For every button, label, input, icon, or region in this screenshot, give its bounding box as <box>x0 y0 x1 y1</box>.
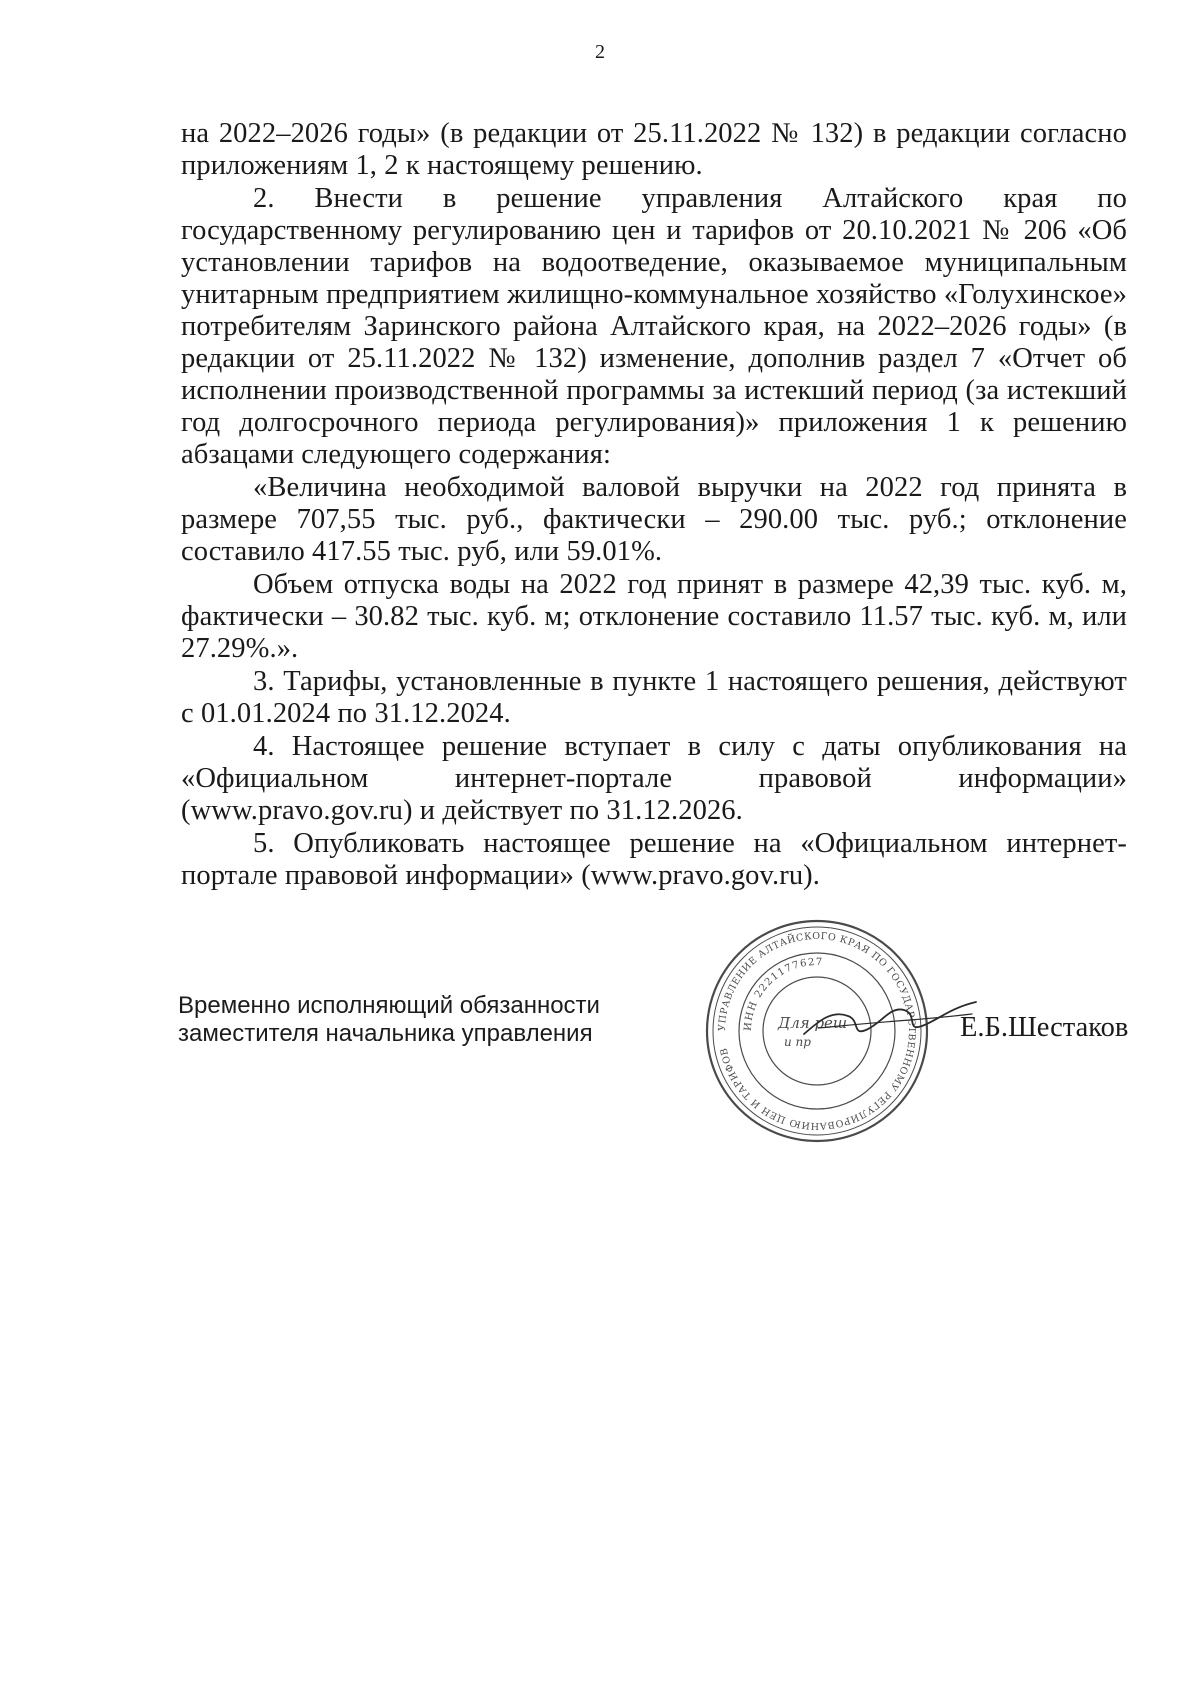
paragraph-quote-water-volume: Объем отпуска воды на 2022 год принят в размере 42,39 тыс. куб. м, фактически – 30.82 тыс. куб. м; отклонение составило 11.57 тыс. куб. м, или 27.29%.». <box>181 569 1127 664</box>
signer-title-line-2: заместителя начальника управления <box>178 1020 593 1047</box>
stamp-outer-text: УПРАВЛЕНИЕ АЛТАЙСКОГО КРАЯ ПО ГОСУДАРСТВЕННОМУ РЕГУЛИРОВАНИЮ ЦЕН И ТАРИФОВ <box>716 930 918 1132</box>
paragraph-continuation: на 2022–2026 годы» (в редакции от 25.11.2022 № 132) в редакции согласно приложениям 1, 2 к настоящему решению. <box>181 118 1127 181</box>
signer-title <box>178 992 678 1048</box>
handwritten-signature <box>800 990 980 1050</box>
paragraph-quote-revenue: «Величина необходимой валовой выручки на 2022 год принята в размере 707,55 тыс. руб., фактически – 290.00 тыс. руб.; отклонение составило 417.55 тыс. руб, или 59.01%. <box>181 472 1127 567</box>
document-body <box>181 118 1127 892</box>
paragraph-item-2: 2. Внести в решение управления Алтайского края по государственному регулированию цен и тарифов от 20.10.2021 № 206 «Об установлении тарифов на водоотведение, оказываемое муниципальным унитарным предприятием жилищно-коммунальное хозяйство «Голухинское» потребителям Заринского района Алтайского края, на 2022–2026 годы» (в редакции от 25.11.2022 № 132) изменение, дополнив раздел 7 «Отчет об исполнении производственной программы за истекший период (за истекший год долгосрочного периода регулирования)» приложения 1 к решению абзацами следующего содержания: <box>181 183 1127 470</box>
page-number: 2 <box>595 41 605 63</box>
signer-title-line-1: Временно исполняющий обязанности <box>178 992 600 1019</box>
paragraph-item-5: 5. Опубликовать настоящее решение на «Официальном интернет-портале правовой информации» (www.pravo.gov.ru). <box>181 828 1127 891</box>
stamp-center-text-1: Для реш <box>778 1014 848 1032</box>
paragraph-item-3: 3. Тарифы, установленные в пункте 1 настоящего решения, действуют с 01.01.2024 по 31.12.2024. <box>181 666 1127 729</box>
signer-name: Е.Б.Шестаков <box>960 1012 1129 1043</box>
stamp-inn-text: ИНН 2221177627 <box>742 956 824 1032</box>
paragraph-item-4: 4. Настоящее решение вступает в силу с даты опубликования на «Официальном интернет-портале правовой информации» (www.pravo.gov.ru) и действует по 31.12.2026. <box>181 731 1127 826</box>
stamp-center-text-2: и пр <box>784 1035 811 1049</box>
